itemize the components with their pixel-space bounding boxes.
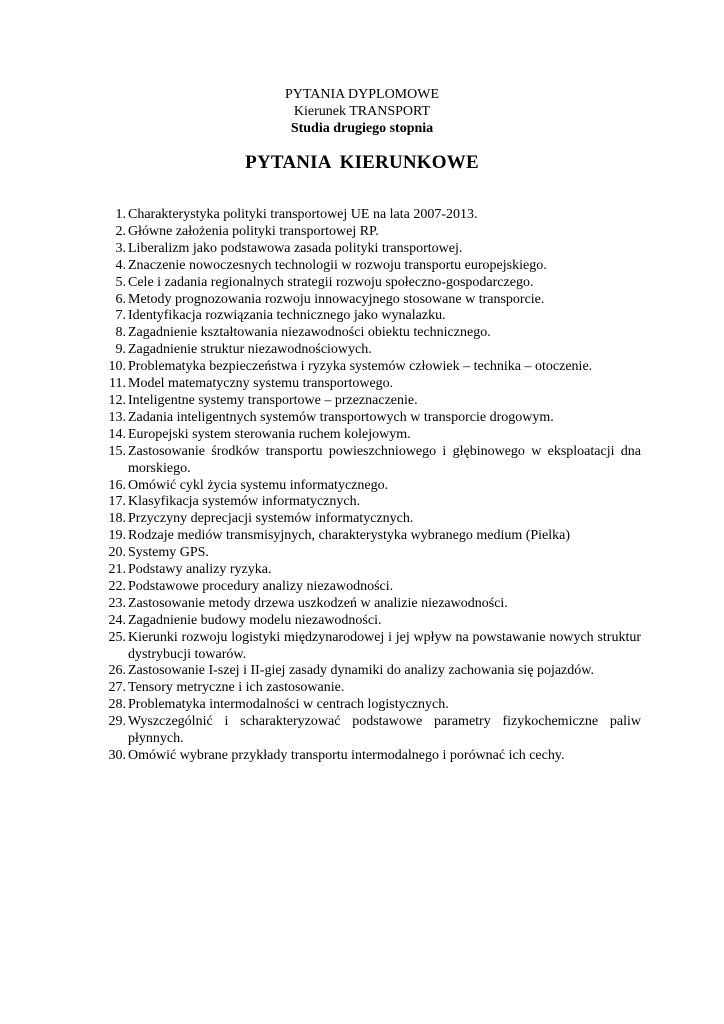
question-number: 25. (108, 629, 126, 645)
question-text: Rodzaje mediów transmisyjnych, charakterystyka wybranego medium (Pielka) (128, 528, 571, 544)
question-number: 10. (108, 359, 126, 375)
question-number: 5. (115, 274, 126, 290)
question-text: Zagadnienie kształtowania niezawodności obiektu technicznego. (128, 325, 491, 341)
question-number: 30. (108, 748, 126, 763)
question-item (95, 308, 641, 325)
question-number: 19. (108, 528, 126, 544)
question-item (95, 714, 641, 748)
question-text: Zagadnienie struktur niezawodnościowych. (128, 342, 372, 358)
document-header (0, 86, 724, 137)
question-text: Tensory metryczne i ich zastosowanie. (128, 680, 345, 696)
question-text: Zastosowanie metody drzewa uszkodzeń w analizie niezawodności. (128, 595, 508, 611)
question-item (95, 292, 641, 309)
question-number: 6. (115, 291, 126, 307)
question-number: 9. (115, 342, 126, 358)
question-number: 11. (109, 376, 126, 392)
question-text: Główne założenia polityki transportowej RP. (128, 223, 379, 239)
header-line-1: PYTANIA DYPLOMOWE (284, 87, 440, 102)
question-number: 23. (108, 595, 126, 611)
question-item (95, 224, 641, 241)
question-text: Klasyfikacja systemów informatycznych. (128, 494, 361, 510)
question-number: 12. (108, 392, 126, 408)
question-number: 15. (108, 443, 126, 459)
question-item (95, 613, 641, 630)
header-line-2: Kierunek TRANSPORT (293, 104, 431, 119)
question-number: 8. (115, 325, 126, 341)
question-text: Zastosowanie środków transportu powieszchniowego i głębinowego w eksploatacji dna morskiego. (128, 443, 641, 476)
question-text: Podstawowe procedury analizy niezawodności. (128, 578, 394, 594)
question-number: 2. (115, 223, 126, 239)
question-item (95, 748, 641, 765)
question-item (95, 596, 641, 613)
question-number: 4. (115, 257, 126, 273)
question-item (95, 630, 641, 664)
questions-list (95, 207, 641, 765)
question-text: Wyszczególnić i scharakteryzować podstawowe parametry fizykochemiczne paliw płynnych. (128, 714, 641, 747)
question-text: Inteligentne systemy transportowe – przeznaczenie. (128, 392, 418, 408)
question-item (95, 359, 641, 376)
question-number: 22. (108, 578, 126, 594)
question-number: 29. (108, 714, 126, 730)
question-text: Systemy GPS. (128, 545, 209, 561)
question-number: 26. (108, 663, 126, 679)
header-line-3: Studia drugiego stopnia (290, 121, 434, 136)
question-item (95, 207, 641, 224)
question-text: Podstawy analizy ryzyka. (128, 562, 272, 578)
question-item (95, 478, 641, 495)
question-text: Zastosowanie I-szej i II-giej zasady dynamiki do analizy zachowania się pojazdów. (128, 663, 594, 679)
question-number: 28. (108, 697, 126, 713)
question-text: Europejski system sterowania ruchem kolejowym. (128, 426, 411, 442)
question-text: Omówić cykl życia systemu informatycznego. (128, 477, 389, 493)
question-text: Kierunki rozwoju logistyki międzynarodowej i jej wpływ na powstawanie nowych struktur dystrybucji towarów. (128, 629, 641, 662)
question-item (95, 528, 641, 545)
question-text: Identyfikacja rozwiązania technicznego jako wynalazku. (128, 308, 446, 324)
question-item (95, 275, 641, 292)
question-item (95, 342, 641, 359)
question-item (95, 545, 641, 562)
question-item (95, 579, 641, 596)
page-title: PYTANIA KIERUNKOWE (245, 152, 479, 173)
question-item (95, 444, 641, 478)
question-text: Charakterystyka polityki transportowej UE na lata 2007-2013. (128, 207, 478, 222)
question-number: 17. (108, 494, 126, 510)
question-item (95, 494, 641, 511)
question-item (95, 410, 641, 427)
question-text: Liberalizm jako podstawowa zasada polityki transportowej. (128, 240, 463, 256)
question-number: 27. (108, 680, 126, 696)
question-item (95, 680, 641, 697)
question-text: Znaczenie nowoczesnych technologii w rozwoju transportu europejskiego. (128, 257, 547, 273)
question-text: Przyczyny deprecjacji systemów informatycznych. (128, 511, 414, 527)
question-number: 1. (115, 207, 126, 222)
question-text: Metody prognozowania rozwoju innowacyjnego stosowane w transporcie. (128, 291, 545, 307)
question-text: Omówić wybrane przykłady transportu intermodalnego i porównać ich cechy. (128, 748, 565, 763)
question-text: Problematyka intermodalności w centrach logistycznych. (128, 697, 449, 713)
question-item (95, 663, 641, 680)
question-number: 3. (115, 240, 126, 256)
question-item (95, 562, 641, 579)
question-item (95, 258, 641, 275)
question-item (95, 325, 641, 342)
question-number: 20. (108, 545, 126, 561)
question-text: Zagadnienie budowy modelu niezawodności. (128, 612, 382, 628)
question-number: 18. (108, 511, 126, 527)
question-item (95, 241, 641, 258)
question-text: Zadania inteligentnych systemów transportowych w transporcie drogowym. (128, 409, 554, 425)
question-item (95, 511, 641, 528)
question-number: 13. (108, 409, 126, 425)
question-item (95, 376, 641, 393)
question-number: 21. (108, 562, 126, 578)
question-number: 24. (108, 612, 126, 628)
question-number: 16. (108, 477, 126, 493)
question-text: Problematyka bezpieczeństwa i ryzyka systemów człowiek – technika – otoczenie. (128, 359, 593, 375)
question-text: Cele i zadania regionalnych strategii rozwoju społeczno-gospodarczego. (128, 274, 534, 290)
question-number: 14. (108, 426, 126, 442)
question-item (95, 697, 641, 714)
question-item (95, 427, 641, 444)
question-item (95, 393, 641, 410)
question-text: Model matematyczny systemu transportowego. (128, 376, 394, 392)
question-number: 7. (115, 308, 126, 324)
